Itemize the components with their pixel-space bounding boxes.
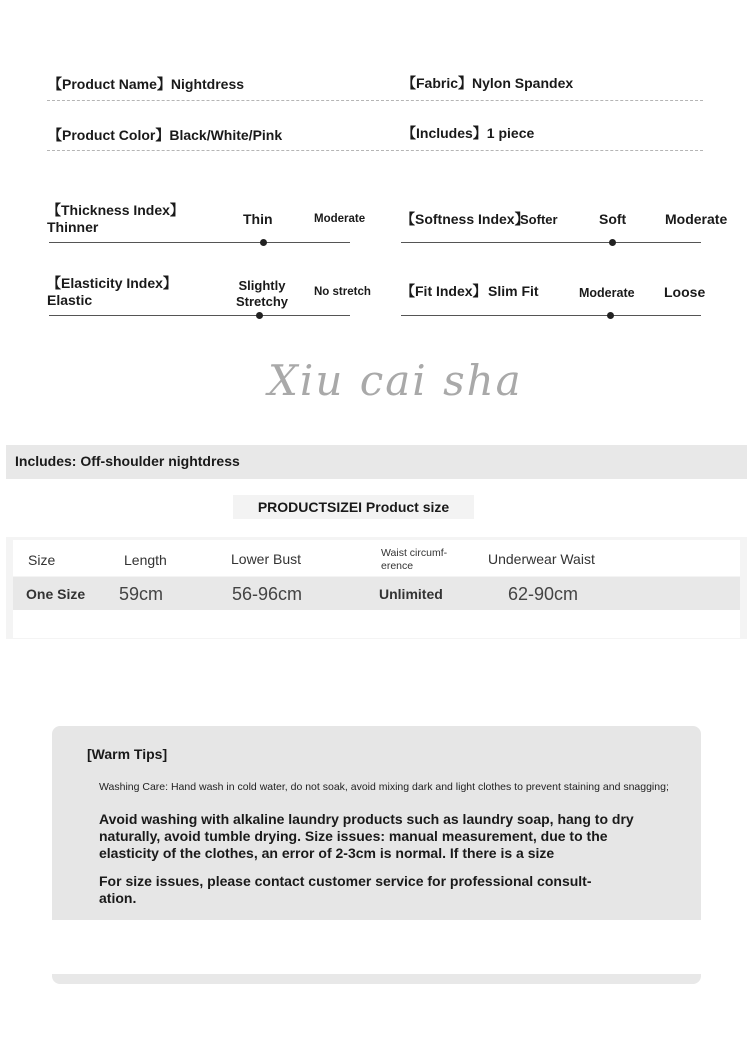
tips-paragraph-1: Avoid washing with alkaline laundry products such as laundry soap, hang to dry naturally, avoid tumble drying. Size issues: manual measurement, due to the elasticity of the clothes, an error of 2-3cm is normal. If there is a size: [99, 811, 634, 861]
fit-scale-line: [401, 315, 701, 316]
cell-lower-bust: 56-96cm: [232, 584, 303, 604]
cell-length: 59cm: [119, 584, 164, 604]
header-lower-bust: Lower Bust: [231, 551, 302, 567]
fit-option-slim: Slim Fit: [488, 283, 539, 299]
elasticity-scale-line: [49, 315, 350, 316]
softness-option-softer: Softer: [520, 212, 558, 227]
softness-scale-marker: [609, 239, 616, 246]
elasticity-scale-marker: [256, 312, 263, 319]
table-row-empty: [13, 610, 740, 638]
cell-waist-circumference: Unlimited: [379, 586, 443, 602]
elasticity-option-no-stretch: No stretch: [314, 286, 371, 298]
product-name: 【Product Name】Nightdress: [48, 76, 245, 92]
softness-option-soft: Soft: [599, 211, 627, 227]
product-color: 【Product Color】Black/White/Pink: [48, 127, 283, 143]
tips-paragraph-2: For size issues, please contact customer service for professional consult-ation.: [99, 873, 592, 906]
includes-bar: [6, 445, 747, 479]
thickness-title-line2: Thinner: [47, 219, 99, 235]
header-size: Size: [28, 552, 56, 568]
elasticity-title-line2: Elastic: [47, 292, 93, 308]
thickness-title-line1: 【Thickness Index】: [47, 202, 184, 218]
thickness-index-title: [47, 202, 184, 236]
product-fabric: 【Fabric】Nylon Spandex: [402, 75, 574, 91]
cell-size: One Size: [26, 586, 86, 602]
product-includes: 【Includes】1 piece: [402, 125, 535, 141]
elasticity-index-title: [47, 275, 177, 309]
warm-tips-title: [Warm Tips]: [87, 746, 168, 762]
size-table-header: [13, 540, 740, 576]
divider: [47, 100, 703, 101]
header-length: Length: [124, 552, 167, 568]
bottom-bar: [52, 974, 701, 984]
elasticity-opt1-line2: Stretchy: [235, 294, 289, 309]
size-section-title: PRODUCTSIZEI Product size: [233, 495, 474, 519]
fit-scale-marker: [607, 312, 614, 319]
elasticity-opt1-line1: Slightly: [238, 278, 286, 293]
washing-care-text: Washing Care: Hand wash in cold water, do not soak, avoid mixing dark and light clothes to prevent staining and snagging;: [99, 781, 669, 793]
elasticity-title-line1: 【Elasticity Index】: [47, 275, 177, 291]
fit-option-loose: Loose: [664, 284, 706, 300]
thickness-option-thin: Thin: [243, 211, 273, 227]
softness-scale-line: [401, 242, 701, 243]
thickness-scale-line: [49, 242, 350, 243]
warm-tips-panel: [52, 726, 701, 920]
elasticity-option-slightly-stretchy: [234, 278, 290, 310]
thickness-option-moderate: Moderate: [314, 213, 366, 225]
softness-index-title: 【Softness Index】: [401, 211, 529, 227]
fit-index-title: 【Fit Index】: [401, 283, 487, 299]
fit-option-moderate: Moderate: [579, 286, 635, 300]
header-underwear-waist: Underwear Waist: [488, 551, 595, 567]
softness-option-moderate: Moderate: [665, 211, 728, 227]
divider: [47, 150, 703, 151]
brand-logo: Xiu cai sha: [268, 356, 523, 405]
includes-text: Includes: Off-shoulder nightdress: [15, 453, 240, 469]
thickness-scale-marker: [260, 239, 267, 246]
header-waist-circumference: Waist circumf-erence: [381, 547, 448, 572]
cell-underwear-waist: 62-90cm: [508, 584, 579, 604]
